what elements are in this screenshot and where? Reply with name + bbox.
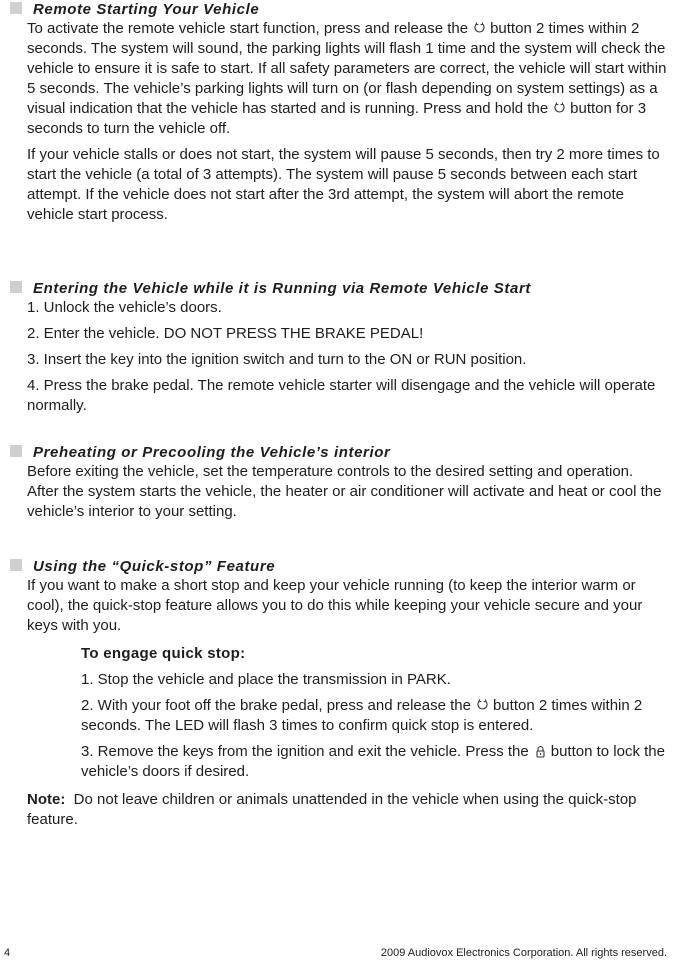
square-bullet-icon [10,2,22,14]
subheading: To engage quick stop: [81,645,246,662]
paragraph: Before exiting the vehicle, set the temperature controls to the desired setting and operation. After the system starts the vehicle, the heater or air conditioner will activate and heat or cool the vehicle’s interior to your setting. [27,463,662,520]
remote-start-icon [473,21,486,34]
list-item: 3. Remove the keys from the ignition and exit the vehicle. Press the button to lock the vehicle’s doors if desired. [81,743,665,780]
list-item: 1. Stop the vehicle and place the transmission in PARK. [81,671,451,688]
square-bullet-icon [10,559,22,571]
note-label: Note: [27,791,66,808]
paragraph: If your vehicle stalls or does not start, the system will pause 5 seconds, then try 2 more times to start the vehicle (a total of 3 attempts). The system will pause 5 seconds between each start attempt. If the vehicle does not start after the 3rd attempt, the system will abort the remote vehicle start process. [27,146,660,223]
section-heading: Remote Starting Your Vehicle [27,0,667,19]
list-item: 2. With your foot off the brake pedal, press and release the button 2 times within 2 seconds. The LED will flash 3 times to confirm quick stop is entered. [81,697,643,734]
section-heading: Using the “Quick-stop” Feature [27,557,667,576]
paragraph: If you want to make a short stop and keep your vehicle running (to keep the interior warm or cool), the quick-stop feature allows you to do this while keeping your vehicle secure and your keys with you. [27,577,643,634]
section-heading: Preheating or Precooling the Vehicle’s interior [27,443,667,462]
remote-start-icon [476,698,489,711]
square-bullet-icon [10,281,22,293]
copyright: 2009 Audiovox Electronics Corporation. All rights reserved. [380,947,667,959]
remote-start-icon [553,101,566,114]
lock-icon [534,744,547,759]
list-item: 1. Unlock the vehicle’s doors. [27,299,222,316]
square-bullet-icon [10,445,22,457]
page-number: 4 [4,947,11,959]
paragraph: To activate the remote vehicle start function, press and release the button 2 times within 2 seconds. The system will sound, the parking lights will flash 1 time and the system will check the vehicle to ensure it is safe to start. If all safety parameters are correct, the vehicle will start within 5 seconds. The vehicle’s parking lights will turn on (or flash depending on system settings) as a visual indication that the vehicle has started and is running. Press and hold the button for 3 seconds to turn the vehicle off. [27,20,667,137]
note: Note: Do not leave children or animals unattended in the vehicle when using the quick-stop feature. [27,791,637,828]
section-heading: Entering the Vehicle while it is Running via Remote Vehicle Start [27,279,667,298]
section-quick-stop [27,557,667,830]
list-item: 3. Insert the key into the ignition switch and turn to the ON or RUN position. [27,351,527,368]
section-entering-vehicle [27,279,667,416]
section-remote-start [27,0,667,225]
list-item: 4. Press the brake pedal. The remote vehicle starter will disengage and the vehicle will operate normally. [27,377,656,414]
list-item: 2. Enter the vehicle. DO NOT PRESS THE BRAKE PEDAL! [27,325,424,342]
section-preheating [27,443,667,522]
quick-stop-steps [27,644,667,782]
